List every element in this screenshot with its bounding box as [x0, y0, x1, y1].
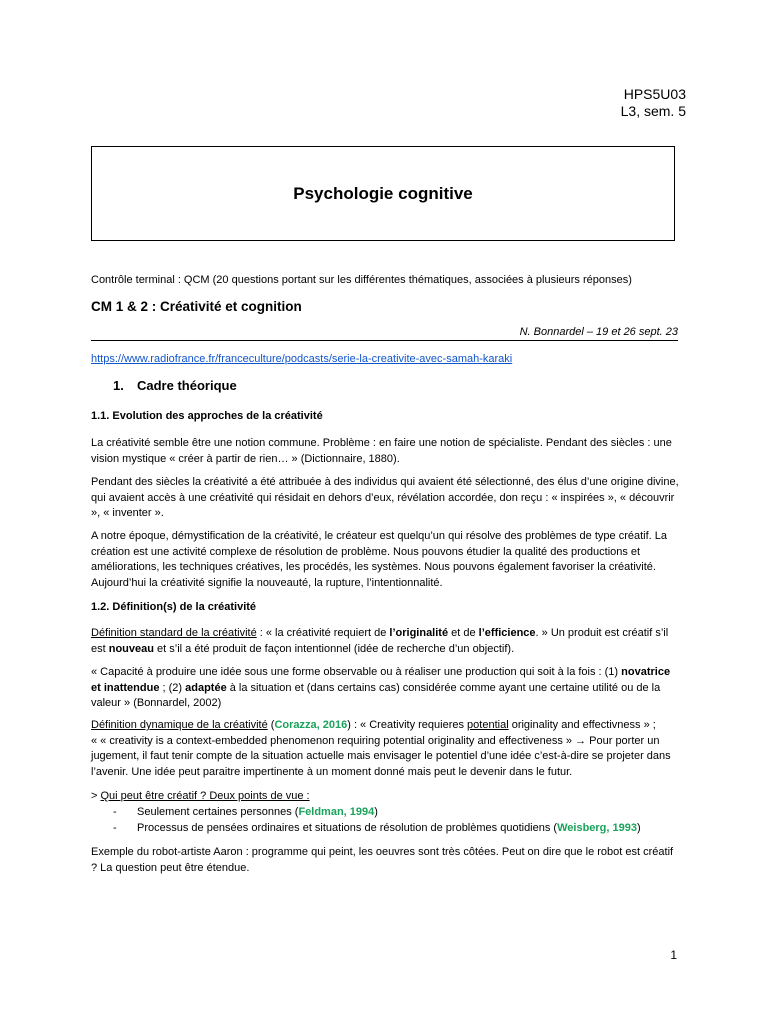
text-segment: (: [267, 719, 275, 731]
text-segment: originality and effectivness » ;: [508, 719, 656, 731]
title-box: [91, 146, 675, 241]
list-item: [113, 821, 641, 837]
bold-term: l’efficience: [478, 627, 536, 639]
list-dash: -: [113, 806, 117, 818]
underlined-term: potential: [467, 719, 509, 731]
standard-definition-label: Définition standard de la créativité: [91, 627, 257, 639]
text-segment: Pour porter un jugement, il faut tenir compte de la situation actuelle mais envisager le potentiel d’une idée c’est-à-dire se projeter dans l’avenir. Une idée peut paraitre impertinente à un moment donné mais peut le devenir dans le futur.: [91, 734, 671, 778]
text-segment: : « la créativité requiert de: [256, 627, 390, 639]
text-segment: ): [374, 806, 378, 818]
text-segment: et de: [448, 627, 479, 639]
podcast-link[interactable]: https://www.radiofrance.fr/franceculture/podcasts/serie-la-creativite-avec-samah-karaki: [91, 353, 513, 365]
text-segment: Seulement certaines personnes (: [137, 806, 299, 818]
text-segment: ): [637, 821, 641, 834]
dynamic-definition: [91, 718, 681, 780]
text-segment: à la situation et (dans certains cas) considérée comme ayant une certaine utilité ou de la valeur » (Bonnardel, 2002): [91, 681, 661, 709]
who-question: [91, 789, 681, 805]
paragraph-robot: Exemple du robot-artiste Aaron : programme qui peint, les oeuvres sont très côtées. Peut on dire que le robot est créatif ? La question peut être étendue.: [91, 846, 674, 874]
text-segment: >: [91, 790, 101, 802]
bold-term: l’originalité: [389, 627, 449, 639]
paragraph-2: Pendant des siècles la créativité a été attribuée à des individus qui avaient été sélectionné, des élus d’une origine divine, qui avaient accès à une créativité qui résidait en dehors d’eux, révélation accordée, don reçu : « inspirées », « découvrir », « inventer ».: [91, 476, 679, 519]
citation-feldman: Feldman, 1994: [298, 806, 375, 818]
standard-definition: [91, 626, 681, 657]
exam-info: Contrôle terminal : QCM (20 questions portant sur les différentes thématiques, associées à plusieurs réponses): [91, 274, 632, 286]
text-segment: Processus de pensées ordinaires et situations de résolution de problèmes quotidiens (: [137, 821, 558, 834]
citation-corazza: Corazza, 2016: [274, 719, 348, 731]
course-code: HPS5U03: [623, 86, 686, 102]
subsection-heading-1-2: 1.2. Définition(s) de la créativité: [91, 601, 257, 613]
text-segment: « Capacité à produire une idée sous une forme observable ou à réaliser une production qui soit à la fois : (1): [91, 666, 622, 678]
text-segment: et s’il a été produit de façon intentionnel (idée de recherche d’un objectif).: [153, 642, 515, 655]
list-item: [113, 805, 641, 821]
section-heading-1: [113, 378, 237, 393]
page-title: Psychologie cognitive: [293, 183, 473, 203]
text-segment: ; (2): [159, 681, 186, 694]
dynamic-definition-label: Définition dynamique de la créativité: [91, 719, 268, 731]
viewpoint-list: [113, 805, 641, 836]
author-date: N. Bonnardel – 19 et 26 sept. 23: [91, 326, 678, 341]
citation-weisberg: Weisberg, 1993: [557, 821, 637, 834]
section-number: 1.: [113, 378, 124, 393]
text-segment: « « creativity is a context-embedded phenomenon requiring potential originality and effectiveness »: [91, 734, 576, 747]
bold-term: nouveau: [108, 642, 154, 655]
course-level: L3, sem. 5: [620, 103, 686, 119]
page-number: 1: [670, 948, 677, 962]
list-dash: -: [113, 821, 117, 834]
text-segment: ) : « Creativity requieres: [347, 719, 468, 731]
cm-heading: CM 1 & 2 : Créativité et cognition: [91, 299, 302, 314]
bonnardel-quote: [91, 665, 681, 712]
text-segment: . » Un produit est créatif s’il est: [91, 627, 669, 655]
bold-term: novatrice et inattendue: [91, 666, 671, 694]
course-code-block: [621, 86, 686, 120]
section-title: Cadre théorique: [137, 378, 237, 393]
arrow-icon: →: [575, 734, 587, 747]
bold-term: adaptée: [185, 681, 227, 694]
subsection-heading-1-1: 1.1. Evolution des approches de la créativité: [91, 410, 323, 422]
who-question-label: Qui peut être créatif ? Deux points de vue :: [100, 790, 310, 802]
paragraph-3: A notre époque, démystification de la créativité, le créateur est quelqu’un qui résolve des problèmes de type créatif. La création est une activité complexe de résolution de problème. Nous pouvons étudier la qualité des productions et améliorations, les techniques créatives, les procédés, les systèmes. Nous pouvons également favoriser la créativité. Aujourd’hui la créativité signifie la nouveauté, la rupture, l’intentionnalité.: [91, 530, 668, 589]
paragraph-1: La créativité semble être une notion commune. Problème : en faire une notion de spécialiste. Pendant des siècles : une vision mystique « créer à partir de rien… » (Dictionnaire, 1880).: [91, 437, 672, 465]
